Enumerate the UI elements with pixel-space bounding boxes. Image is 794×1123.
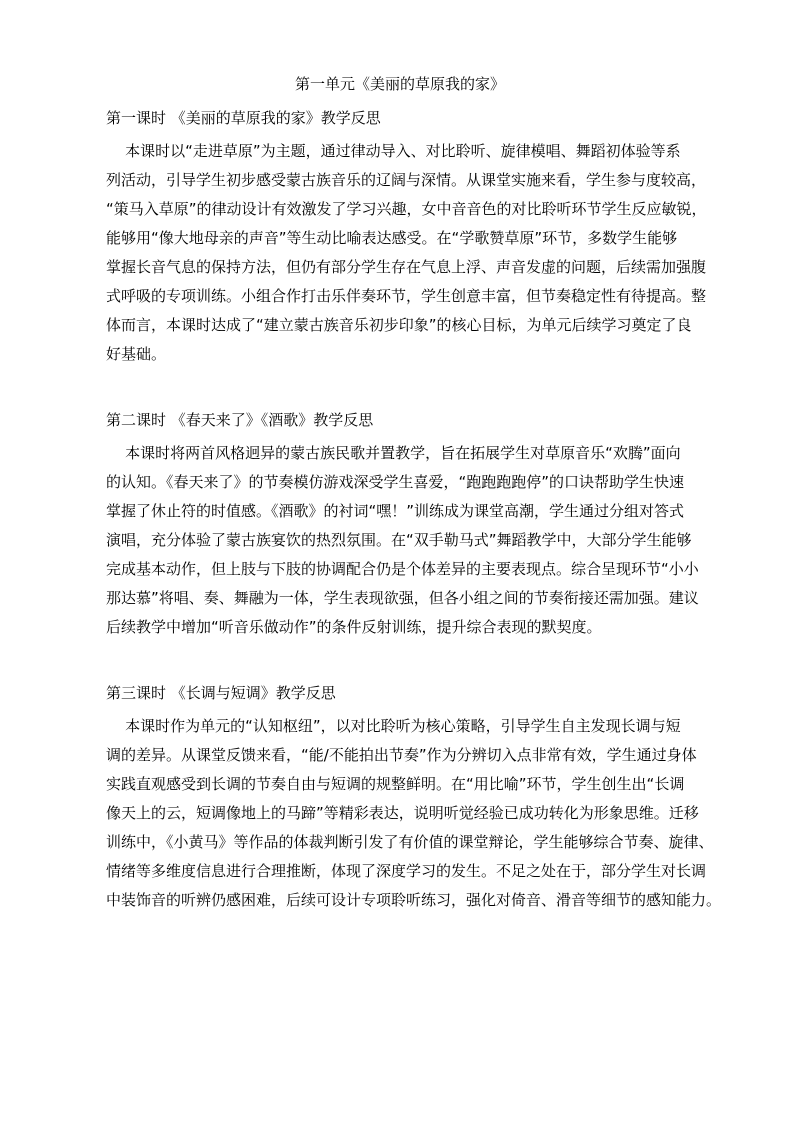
lesson-paragraph-2 (106, 439, 699, 642)
paragraph-line: 完成基本动作，但上肢与下肢的协调配合仍是个体差异的主要表现点。综合呈现环节“小小 (106, 560, 699, 578)
lesson-heading-2: 第二课时 《春天来了》《酒歌》教学反思 (106, 411, 374, 429)
paragraph-line: 体而言，本课时达成了“建立蒙古族音乐初步印象”的核心目标，为单元后续学习奠定了良 (106, 316, 692, 334)
lesson-paragraph-1 (106, 137, 707, 369)
paragraph-line: 列活动，引导学生初步感受蒙古族音乐的辽阔与深情。从课堂实施来看，学生参与度较高， (106, 171, 707, 189)
lesson-heading-3: 第三课时 《长调与短调》教学反思 (106, 684, 336, 702)
paragraph-line: 掌握了休止符的时值感。《酒歌》的衬词“嘿！”训练成为课堂高潮，学生通过分组对答式 (106, 502, 685, 520)
paragraph-line: 掌握长音气息的保持方法，但仍有部分学生存在气息上浮、声音发虚的问题，后续需加强腹 (106, 258, 707, 276)
paragraph-line: “策马入草原”的律动设计有效激发了学习兴趣，女中音音色的对比聆听环节学生反应敏锐， (106, 200, 707, 218)
lesson-heading-1: 第一课时 《美丽的草原我的家》教学反思 (106, 109, 381, 127)
paragraph-line: 式呼吸的专项训练。小组合作打击乐伴奏环节，学生创意丰富，但节奏稳定性有待提高。整 (106, 287, 707, 305)
paragraph-line: 本课时以“走进草原”为主题，通过律动导入、对比聆听、旋律模唱、舞蹈初体验等系 (106, 142, 681, 160)
paragraph-line: 能够用“像大地母亲的声音”等生动比喻表达感受。在“学歌赞草原”环节，多数学生能够 (106, 229, 678, 247)
paragraph-line: 实践直观感受到长调的节奏自由与短调的规整鲜明。在“用比喻”环节，学生创生出“长调 (106, 775, 685, 793)
unit-title: 第一单元《美丽的草原我的家》 (294, 75, 505, 93)
paragraph-line: 本课时将两首风格迥异的蒙古族民歌并置教学，旨在拓展学生对草原音乐“欢腾”面向 (106, 444, 681, 462)
paragraph-line: 中装饰音的听辨仍感困难，后续可设计专项聆听练习，强化对倚音、滑音等细节的感知能力。 (106, 891, 722, 909)
paragraph-line: 的认知。《春天来了》的节奏模仿游戏深受学生喜爱，“跑跑跑跑停”的口诀帮助学生快速 (106, 473, 685, 491)
paragraph-line: 训练中，《小黄马》等作品的体裁判断引发了有价值的课堂辩论，学生能够综合节奏、旋律、 (106, 833, 714, 851)
lesson-paragraph-3 (106, 712, 722, 915)
paragraph-line: 那达慕”将唱、奏、舞融为一体，学生表现欲强，但各小组之间的节奏衔接还需加强。建议 (106, 589, 699, 607)
paragraph-line: 调的差异。从课堂反馈来看，“能/不能拍出节奏”作为分辨切入点非常有效，学生通过身体 (106, 746, 697, 764)
lesson-section-1 (106, 108, 707, 369)
lesson-section-3 (106, 683, 722, 915)
lesson-section-2 (106, 410, 699, 642)
paragraph-line: 后续教学中增加“听音乐做动作”的条件反射训练，提升综合表现的默契度。 (106, 618, 602, 636)
paragraph-line: 像天上的云，短调像地上的马蹄”等精彩表达，说明听觉经验已成功转化为形象思维。迁移 (106, 804, 699, 822)
paragraph-line: 情绪等多维度信息进行合理推断，体现了深度学习的发生。不足之处在于，部分学生对长调 (106, 862, 707, 880)
paragraph-line: 好基础。 (106, 345, 167, 363)
document-page (106, 74, 722, 956)
paragraph-line: 演唱，充分体验了蒙古族宴饮的热烈氛围。在“双手勒马式”舞蹈教学中，大部分学生能够 (106, 531, 692, 549)
paragraph-line: 本课时作为单元的“认知枢纽”，以对比聆听为核心策略，引导学生自主发现长调与短 (106, 717, 681, 735)
